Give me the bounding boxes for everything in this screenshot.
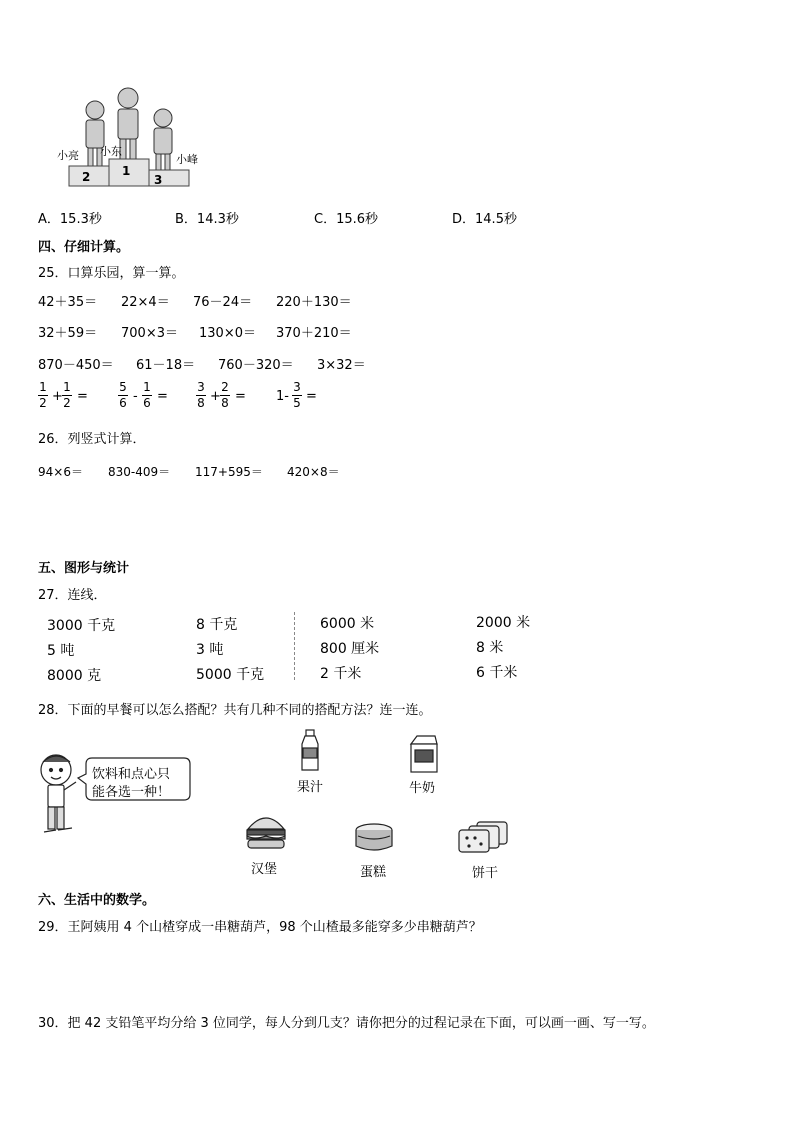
choice-c[interactable]: C．15.6秒	[314, 212, 379, 227]
q27-right-item[interactable]: 2000 米	[476, 615, 531, 631]
podium-place-3: 3	[154, 173, 163, 187]
fraction-equals: =	[157, 389, 168, 404]
q25-item: 700×3＝	[121, 326, 178, 341]
q25-item: 42＋35＝	[38, 295, 98, 310]
q25-item: 32＋59＝	[38, 326, 98, 341]
biscuits-label[interactable]: 饼干	[472, 866, 499, 881]
choice-b[interactable]: B．14.3秒	[175, 212, 239, 227]
q27-left-item[interactable]: 3000 千克	[47, 618, 116, 634]
q28-title: 28．下面的早餐可以怎么搭配？共有几种不同的搭配方法？连一连。	[38, 703, 432, 718]
section-6-heading: 六、生活中的数学。	[38, 893, 156, 908]
q29-title: 29．王阿姨用 4 个山楂穿成一串糖葫芦，98 个山楂最多能穿多少串糖葫芦？	[38, 920, 482, 935]
speech-bubble-line-1: 饮料和点心只	[92, 767, 171, 782]
podium-name-1st: 小东	[100, 145, 122, 158]
section-5-heading: 五、图形与统计	[38, 561, 130, 576]
q25-item: 3×32＝	[317, 358, 366, 373]
q25-item: 76－24＝	[193, 295, 253, 310]
fraction-operator: +	[52, 389, 63, 404]
q25-item: 61－18＝	[136, 358, 196, 373]
q27-left-item[interactable]: 8000 克	[47, 668, 102, 684]
q27-divider	[294, 612, 295, 680]
q25-item: 130×0＝	[199, 326, 256, 341]
milk-icon	[407, 734, 441, 774]
q27-right-item[interactable]: 2 千米	[320, 666, 362, 682]
biscuits-icon	[457, 820, 509, 854]
fraction-equals: =	[77, 389, 88, 404]
milk-label[interactable]: 牛奶	[409, 781, 436, 796]
fraction-equals: =	[306, 389, 317, 404]
fraction: 3 5	[293, 380, 301, 410]
podium-name-3rd: 小峰	[176, 153, 198, 166]
q26-item: 117+595＝	[195, 465, 263, 479]
juice-icon	[298, 730, 322, 772]
q27-left-item[interactable]: 3 吨	[196, 642, 224, 658]
cake-label[interactable]: 蛋糕	[360, 865, 387, 880]
q27-right-item[interactable]: 8 米	[476, 640, 504, 656]
q27-right-item[interactable]: 800 厘米	[320, 641, 380, 657]
q27-title: 27．连线．	[38, 588, 107, 603]
juice-label[interactable]: 果汁	[297, 780, 324, 795]
podium-place-1: 1	[122, 164, 131, 178]
q25-title: 25．口算乐园，算一算。	[38, 266, 185, 281]
q27-left-item[interactable]: 5 吨	[47, 643, 75, 659]
fraction: 2 8	[221, 380, 229, 410]
fraction: 1 2	[63, 380, 71, 410]
fraction-equals: =	[235, 389, 246, 404]
fraction-operator: +	[210, 389, 221, 404]
podium-place-2: 2	[82, 170, 91, 184]
podium-figure	[55, 80, 225, 190]
choice-a[interactable]: A．15.3秒	[38, 212, 102, 227]
q25-item: 220＋130＝	[276, 295, 352, 310]
fraction-whole: 1-	[276, 389, 289, 404]
q25-item: 370＋210＝	[276, 326, 352, 341]
q26-item: 830-409＝	[108, 465, 171, 479]
q30-title: 30．把 42 支铅笔平均分给 3 位同学，每人分到几支？请你把分的过程记录在下面，可以画一画、写一写。	[38, 1016, 655, 1031]
q27-left-item[interactable]: 8 千克	[196, 617, 238, 633]
q26-item: 420×8＝	[287, 465, 340, 479]
q27-right-item[interactable]: 6 千米	[476, 665, 518, 681]
podium-name-2nd: 小亮	[57, 149, 79, 162]
hamburger-icon	[245, 813, 287, 851]
q25-item: 22×4＝	[121, 295, 170, 310]
fraction: 1 2	[39, 380, 47, 410]
fraction: 3 8	[197, 380, 205, 410]
fraction: 1 6	[143, 380, 151, 410]
q25-item: 760－320＝	[218, 358, 294, 373]
section-4-heading: 四、仔细计算。	[38, 240, 130, 255]
speech-bubble-line-2: 能各选一种！	[92, 785, 171, 800]
q27-left-item[interactable]: 5000 千克	[196, 667, 265, 683]
fraction-operator: -	[133, 389, 138, 404]
hamburger-label[interactable]: 汉堡	[251, 862, 278, 877]
q26-title: 26．列竖式计算．	[38, 432, 146, 447]
q26-item: 94×6＝	[38, 465, 83, 479]
cake-icon	[354, 822, 394, 854]
q25-item: 870－450＝	[38, 358, 114, 373]
choice-d[interactable]: D．14.5秒	[452, 212, 517, 227]
fraction: 5 6	[119, 380, 127, 410]
q27-right-item[interactable]: 6000 米	[320, 616, 375, 632]
